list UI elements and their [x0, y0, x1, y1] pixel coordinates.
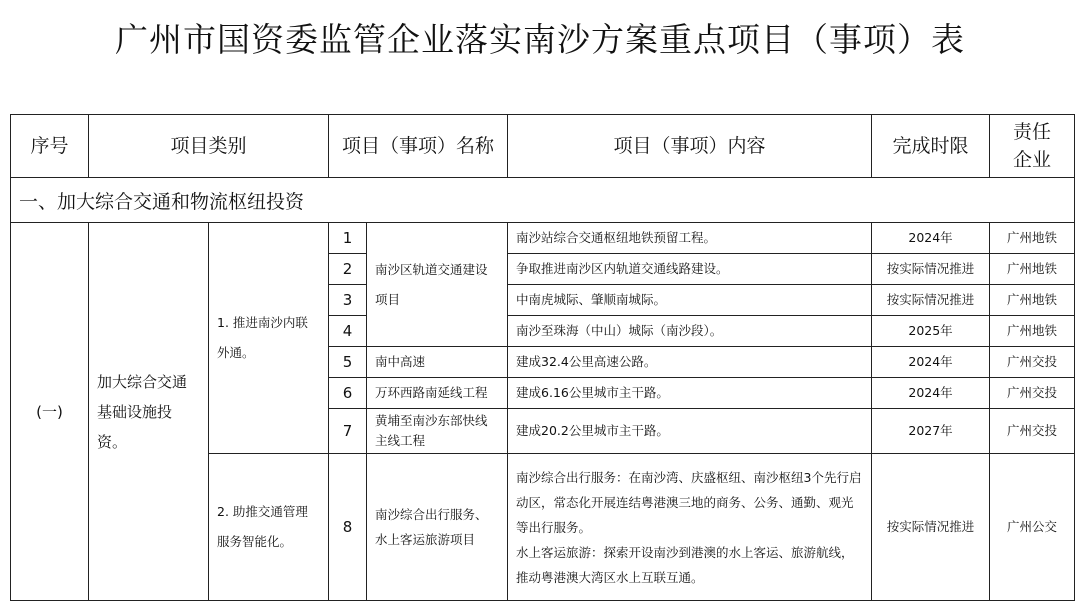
header-category: 项目类别	[89, 115, 329, 178]
row-num: 2	[329, 254, 367, 285]
row-name: 万环西路南延线工程	[367, 378, 508, 409]
row-num: 4	[329, 316, 367, 347]
row-company: 广州交投	[990, 347, 1075, 378]
row-company: 广州交投	[990, 378, 1075, 409]
row-deadline: 按实际情况推进	[872, 454, 990, 601]
row-company: 广州公交	[990, 454, 1075, 601]
header-seq: 序号	[11, 115, 89, 178]
header-name: 项目（事项）名称	[329, 115, 508, 178]
row-deadline: 按实际情况推进	[872, 254, 990, 285]
header-content: 项目（事项）内容	[508, 115, 872, 178]
row-content: 南沙站综合交通枢纽地铁预留工程。	[508, 223, 872, 254]
group-category: 加大综合交通基础设施投资。	[89, 223, 209, 601]
row-deadline: 2024年	[872, 347, 990, 378]
row-company: 广州地铁	[990, 223, 1075, 254]
row-name: 南沙综合出行服务、水上客运旅游项目	[367, 454, 508, 601]
header-company	[990, 115, 1075, 178]
row-deadline: 2024年	[872, 223, 990, 254]
row-name: 南中高速	[367, 347, 508, 378]
row-content: 建成20.2公里城市主干路。	[508, 409, 872, 454]
table-row	[11, 223, 1075, 254]
row-content: 建成6.16公里城市主干路。	[508, 378, 872, 409]
page-title: 广州市国资委监管企业落实南沙方案重点项目（事项）表	[115, 20, 965, 59]
row-name-rail: 南沙区轨道交通建设项目	[367, 223, 508, 347]
section-row	[11, 178, 1075, 223]
header-deadline: 完成时限	[872, 115, 990, 178]
row-deadline: 2025年	[872, 316, 990, 347]
row-num: 5	[329, 347, 367, 378]
header-company-line2: 企业	[1013, 149, 1052, 171]
row-content: 南沙至珠海（中山）城际（南沙段）。	[508, 316, 872, 347]
row-num: 3	[329, 285, 367, 316]
row-content	[508, 454, 872, 601]
row-num: 6	[329, 378, 367, 409]
section-title: 一、加大综合交通和物流枢纽投资	[11, 178, 1075, 223]
row-num: 1	[329, 223, 367, 254]
row-content-part1: 南沙综合出行服务：在南沙湾、庆盛枢纽、南沙枢纽3个先行启动区，常态化开展连结粤港澳三地的商务、公务、通勤、观光等出行服务。	[516, 469, 862, 535]
group-seq: (一)	[11, 223, 89, 601]
row-deadline: 按实际情况推进	[872, 285, 990, 316]
row-company: 广州地铁	[990, 316, 1075, 347]
row-deadline: 2024年	[872, 378, 990, 409]
row-company: 广州地铁	[990, 285, 1075, 316]
row-content: 争取推进南沙区内轨道交通线路建设。	[508, 254, 872, 285]
row-company: 广州交投	[990, 409, 1075, 454]
row-deadline: 2027年	[872, 409, 990, 454]
row-name: 黄埔至南沙东部快线主线工程	[367, 409, 508, 454]
header-row	[11, 115, 1075, 178]
row-content-part2: 水上客运旅游：探索开设南沙到港澳的水上客运、旅游航线，推动粤港澳大湾区水上互联互通。	[516, 544, 854, 585]
row-num: 7	[329, 409, 367, 454]
row-content: 中南虎城际、肇顺南城际。	[508, 285, 872, 316]
projects-table	[10, 114, 1075, 601]
subcategory-1: 1. 推进南沙内联外通。	[209, 223, 329, 454]
subcategory-2: 2. 助推交通管理服务智能化。	[209, 454, 329, 601]
row-company: 广州地铁	[990, 254, 1075, 285]
header-company-line1: 责任	[1013, 121, 1052, 143]
row-content: 建成32.4公里高速公路。	[508, 347, 872, 378]
row-num: 8	[329, 454, 367, 601]
